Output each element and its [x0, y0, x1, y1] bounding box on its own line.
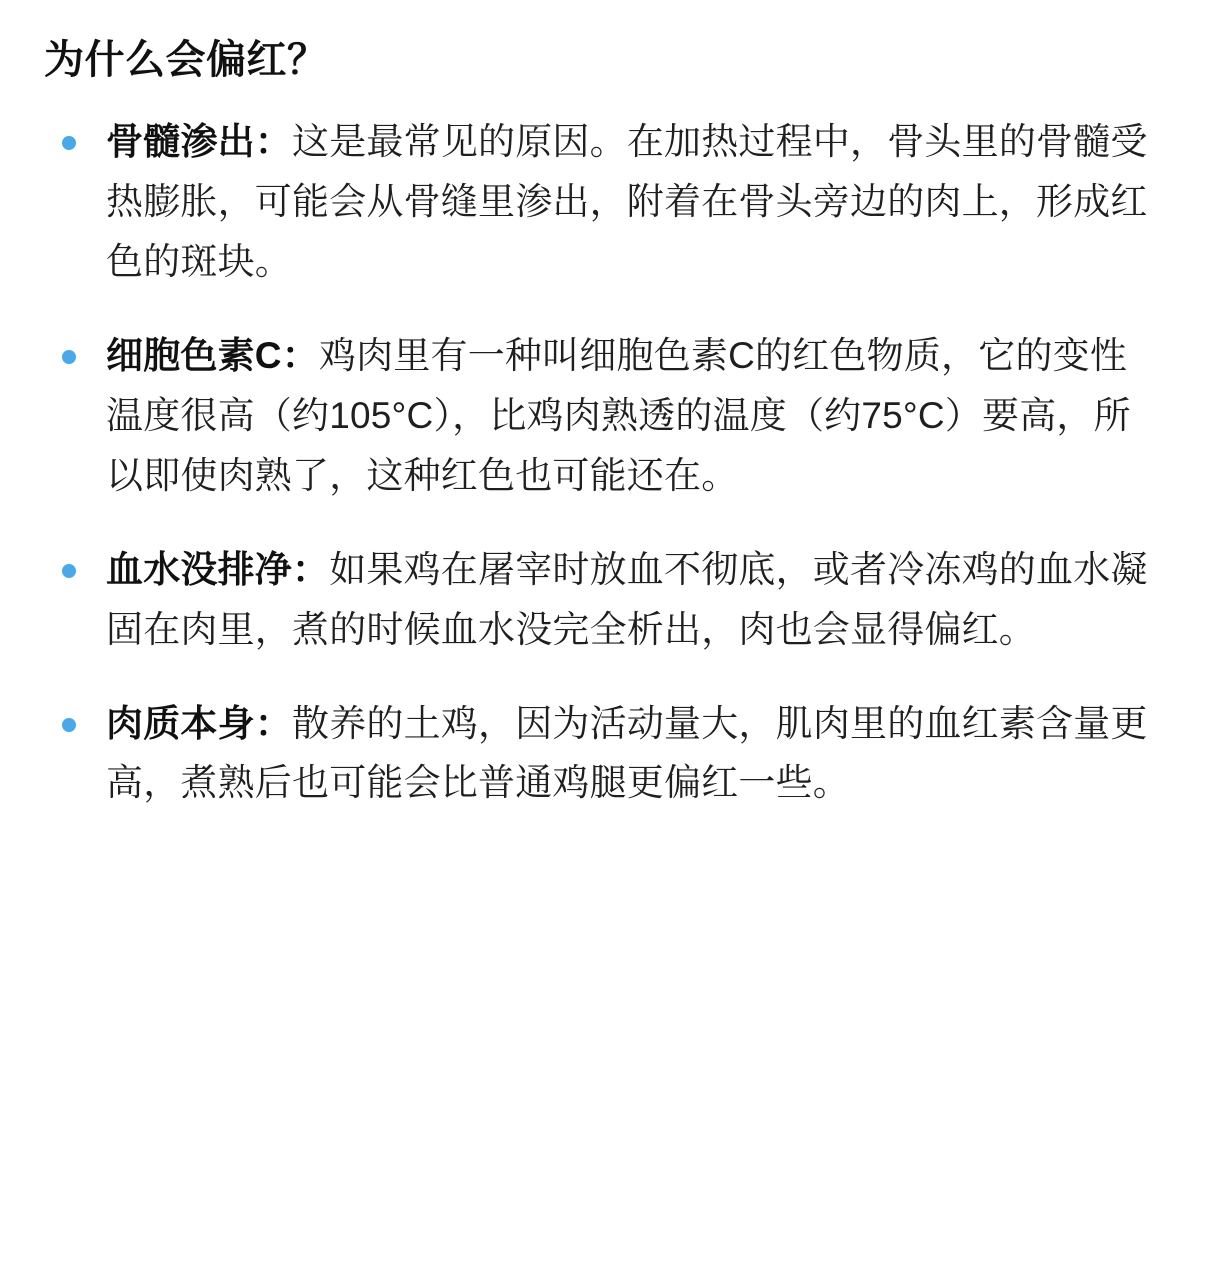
list-item [44, 694, 1160, 814]
bullet-dot-icon [62, 350, 76, 364]
bullet-dot-icon [62, 564, 76, 578]
list-item-text: 鸡肉里有一种叫细胞色素C的红色物质，它的变性温度很高（约105°C），比鸡肉熟透的温度（约75°C）要高，所以即使肉熟了，这种红色也可能还在。 [106, 334, 1131, 496]
page-title: 为什么会偏红？ [44, 38, 328, 82]
reason-list [44, 112, 1160, 813]
list-item-separator: ： [281, 334, 319, 376]
list-item-separator: ： [292, 548, 330, 590]
list-item-text: 如果鸡在屠宰时放血不彻底，或者冷冻鸡的血水凝固在肉里，煮的时候血水没完全析出，肉也会显得偏红。 [106, 548, 1148, 650]
list-item [44, 112, 1160, 292]
list-item-separator: ： [254, 121, 293, 162]
bullet-dot-icon [62, 718, 76, 732]
bullet-dot-icon [62, 136, 76, 150]
list-item-term: 骨髓渗出 [106, 121, 255, 162]
list-item-term: 血水没排净 [106, 548, 292, 590]
list-item [44, 540, 1160, 660]
list-item-text: 这是最常见的原因。在加热过程中，骨头里的骨髓受热膨胀，可能会从骨缝里渗出，附着在骨头旁边的肉上，形成红色的斑块。 [106, 121, 1148, 282]
list-item [44, 326, 1160, 506]
list-item-term: 细胞色素C [106, 334, 282, 376]
list-item-term: 肉质本身 [106, 702, 255, 744]
list-item-text: 散养的土鸡，因为活动量大，肌肉里的血红素含量更高，煮熟后也可能会比普通鸡腿更偏红一些。 [106, 702, 1148, 804]
list-item-separator: ： [254, 702, 293, 744]
